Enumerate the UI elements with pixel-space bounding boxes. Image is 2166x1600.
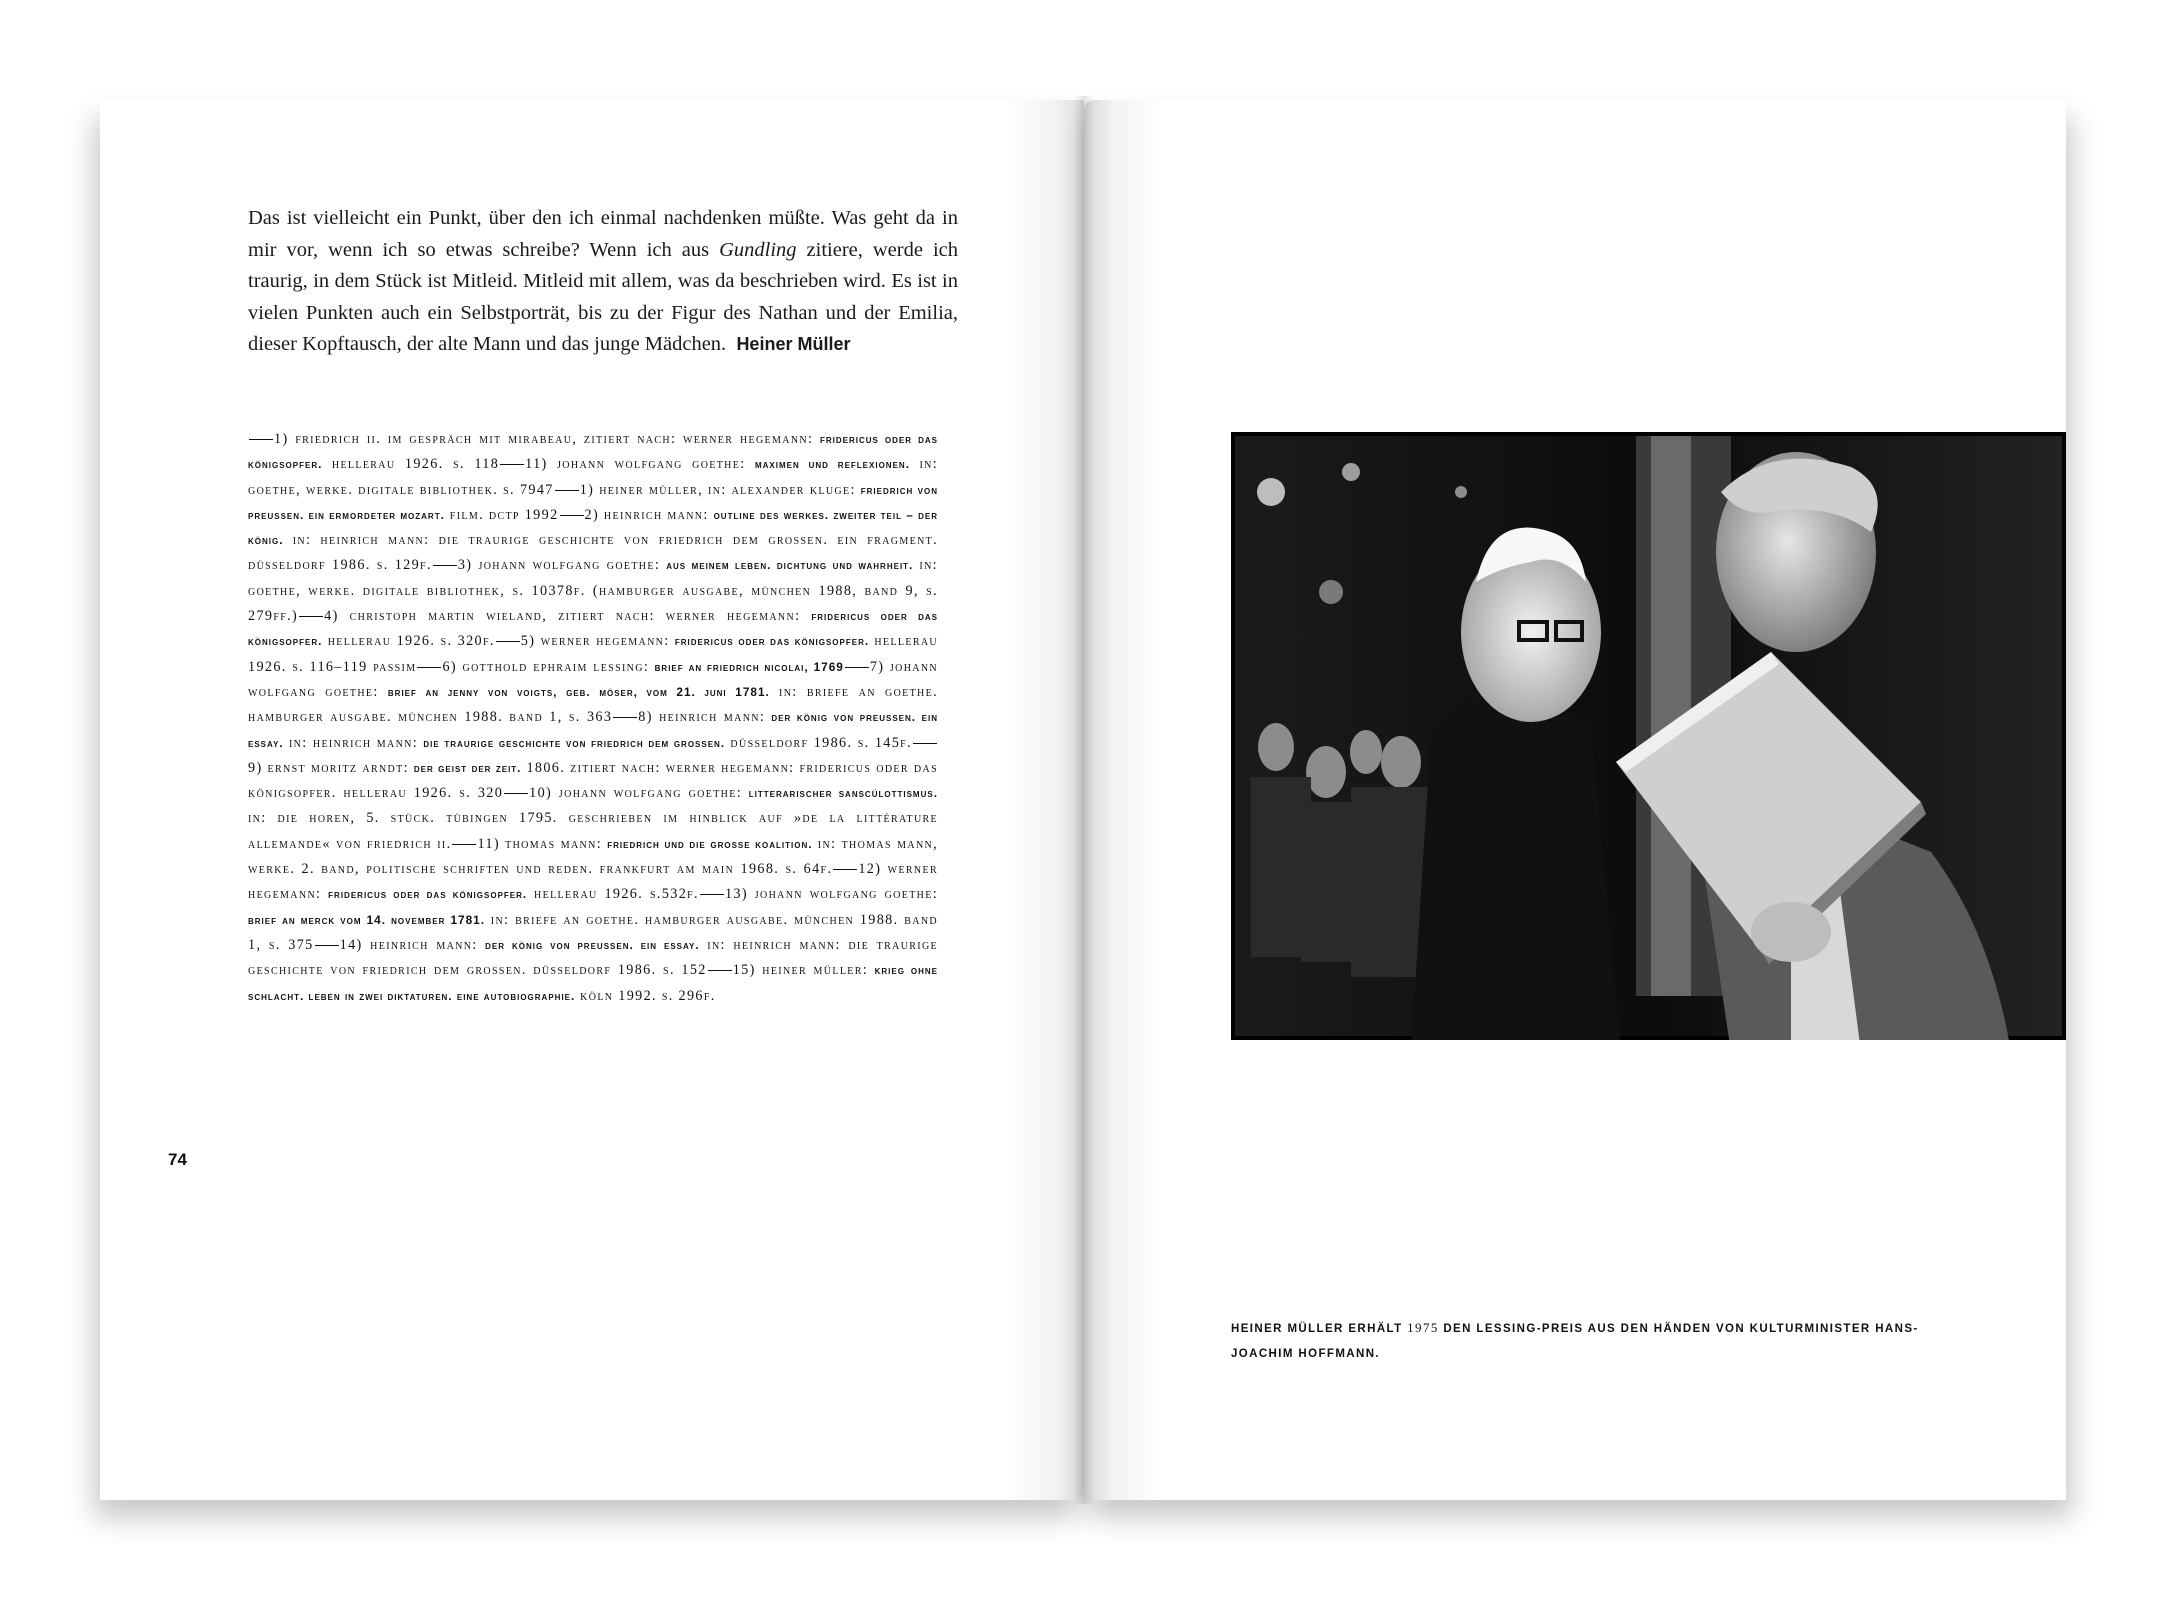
note-separator bbox=[299, 616, 323, 617]
note-source: in: briefe an goethe. hamburger ausgabe. münchen 1988. band 1, s. 375 bbox=[248, 911, 939, 953]
note-separator bbox=[555, 490, 579, 491]
note-title: krieg ohne schlacht. leben in zwei diktaturen. eine autobiographie. bbox=[248, 963, 938, 1003]
note-text: 12) werner hegemann: bbox=[248, 861, 938, 903]
note-title: die traurige geschichte von friedrich dem grossen. bbox=[423, 735, 726, 750]
note-text: 7) johann wolfgang goethe: bbox=[248, 658, 938, 700]
note-title: brief an friedrich nicolai, 1769 bbox=[654, 659, 844, 674]
note-separator bbox=[315, 945, 339, 946]
note-source: film. dctp 1992 bbox=[444, 506, 559, 523]
note-text: 1) heiner müller, in: alexander kluge: bbox=[579, 481, 861, 498]
paragraph-text-2: zitiere, werde ich traurig, in dem Stück ist Mitleid. Mitleid mit allem, was da beschrieben wird. Es ist in vielen Punkten auch ein Selbstporträt, bis zu der Figur des Nathan und der Emilia, dieser Kopftausch, der alte Mann und das junge Mädchen. bbox=[248, 238, 958, 355]
note-title: der könig von preussen. ein essay. bbox=[248, 710, 939, 750]
endnote bbox=[423, 735, 912, 751]
note-title: der geist der zeit. bbox=[413, 760, 522, 775]
note-source: hellerau 1926. s. 118 bbox=[322, 456, 500, 473]
photo-image bbox=[1231, 432, 2066, 1040]
right-page bbox=[1084, 100, 2066, 1500]
note-text: 13) johann wolfgang goethe: bbox=[724, 886, 938, 903]
note-separator bbox=[833, 869, 857, 870]
note-text: 4) christoph martin wieland, zitiert nach: werner hegemann: bbox=[324, 608, 812, 625]
note-source: in: heinrich mann: bbox=[283, 734, 424, 751]
caption-text-1: HEINER MÜLLER ERHÄLT bbox=[1231, 1323, 1408, 1335]
caption-year: 1975 bbox=[1407, 1320, 1439, 1335]
note-title: friedrich und die grosse koalition. bbox=[607, 836, 813, 851]
author-name: Heiner Müller bbox=[736, 334, 851, 354]
note-text: 1) friedrich ii. im gespräch mit mirabeau, zitiert nach: werner hegemann: bbox=[274, 431, 820, 447]
paragraph-text-1: Das ist vielleicht ein Punkt, über den ich einmal nachdenken müßte. Was geht da in mir vor, wenn ich so etwas schreibe? Wenn ich aus bbox=[248, 207, 958, 261]
note-title: der könig von preussen. ein essay. bbox=[485, 937, 700, 952]
note-separator bbox=[496, 641, 520, 642]
photo bbox=[1231, 432, 2066, 1040]
note-title: fridericus oder das königsopfer. bbox=[248, 609, 939, 649]
note-text: 9) ernst moritz arndt: bbox=[248, 759, 414, 776]
note-text: 8) heinrich mann: bbox=[638, 709, 772, 726]
note-separator bbox=[417, 667, 441, 668]
book-gutter bbox=[1074, 96, 1094, 1504]
note-text: 3) johann wolfgang goethe: bbox=[457, 557, 667, 574]
note-text: 15) heiner müller: bbox=[732, 962, 875, 979]
note-source: in: die horen, 5. stück. tübingen 1795. geschrieben im hinblick auf »de la littérature allemande« von friedrich ii. bbox=[248, 810, 938, 852]
note-title: aus meinem leben. dichtung und wahrheit. bbox=[666, 558, 914, 573]
note-source: in: briefe an goethe. hamburger ausgabe. münchen 1988. band 1, s. 363 bbox=[248, 683, 938, 726]
note-source: hellerau 1926. s. 116–119 passim bbox=[248, 633, 939, 675]
note-source: 1806. zitiert nach: werner hegemann: fridericus oder das königsopfer. hellerau 1926. s. 320 bbox=[248, 759, 938, 802]
note-separator bbox=[500, 464, 524, 465]
caption-text-2: DEN LESSING-PREIS AUS DEN HÄNDEN VON KULTURMINISTER HANS-JOACHIM HOFFMANN. bbox=[1231, 1323, 1919, 1360]
note-title: friedrich von preussen. ein ermordeter mozart. bbox=[248, 482, 938, 522]
note-source: hellerau 1926. s. 320f. bbox=[322, 633, 495, 650]
note-separator bbox=[845, 667, 869, 668]
note-text: 11) thomas mann: bbox=[477, 835, 608, 852]
note-separator bbox=[249, 439, 273, 440]
note-text: 5) werner hegemann: bbox=[520, 633, 675, 650]
note-source: in: goethe, werke. digitale bibliothek. s. 7947 bbox=[248, 456, 938, 498]
left-page bbox=[100, 100, 1084, 1500]
note-text: 2) heinrich mann: bbox=[584, 506, 714, 523]
note-title: brief an merck vom 14. november 1781. bbox=[248, 912, 486, 927]
endnote bbox=[416, 659, 843, 675]
note-separator bbox=[613, 717, 637, 718]
note-source: hellerau 1926. s.532f. bbox=[527, 886, 699, 903]
endnotes bbox=[248, 427, 938, 1009]
note-separator bbox=[913, 743, 937, 744]
page-number: 74 bbox=[168, 1150, 187, 1169]
note-separator bbox=[433, 565, 457, 566]
note-separator bbox=[504, 793, 528, 794]
note-title: brief an jenny von voigts, geb. möser, vom 21. juni 1781. bbox=[387, 684, 770, 699]
note-text: 10) johann wolfgang goethe: bbox=[529, 785, 749, 802]
note-source: in: goethe, werke. digitale bibliothek, s. 10378f. (hamburger ausgabe, münchen 1988, band 9, s. 279ff.) bbox=[248, 557, 938, 625]
body-paragraph bbox=[248, 203, 958, 361]
paragraph-italic-title: Gundling bbox=[719, 238, 797, 261]
note-text: 14) heinrich mann: bbox=[339, 936, 486, 953]
note-text: 11) johann wolfgang goethe: bbox=[525, 456, 755, 473]
note-source: düsseldorf 1986. s. 145f. bbox=[725, 734, 912, 751]
note-separator bbox=[708, 970, 732, 971]
note-separator bbox=[560, 515, 584, 516]
note-source: in: thomas mann, werke. 2. band, politische schriften und reden. frankfurt am main 1968. s. 64f. bbox=[248, 835, 938, 878]
note-title: outline des werkes. zweiter teil – der könig. bbox=[248, 507, 939, 548]
photo-caption bbox=[1231, 1315, 1931, 1367]
note-source: in: heinrich mann: die traurige geschichte von friedrich dem grossen. düsseldorf 1986. s. 152 bbox=[248, 936, 938, 979]
note-source: in: heinrich mann: die traurige geschichte von friedrich dem grossen. ein fragment. düsseldorf 1986. s. 129f. bbox=[248, 532, 938, 574]
note-source: köln 1992. s. 296f. bbox=[575, 987, 716, 1004]
note-title: fridericus oder das königsopfer. bbox=[328, 887, 528, 902]
note-title: litterarischer sanscülottismus. bbox=[748, 786, 938, 801]
note-title: fridericus oder das königsopfer. bbox=[674, 634, 870, 649]
note-title: fridericus oder das königsopfer. bbox=[248, 432, 938, 472]
note-separator bbox=[452, 844, 476, 845]
note-text: 6) gotthold ephraim lessing: bbox=[442, 658, 655, 675]
note-separator bbox=[700, 894, 724, 895]
note-title: maximen und reflexionen. bbox=[754, 457, 910, 472]
